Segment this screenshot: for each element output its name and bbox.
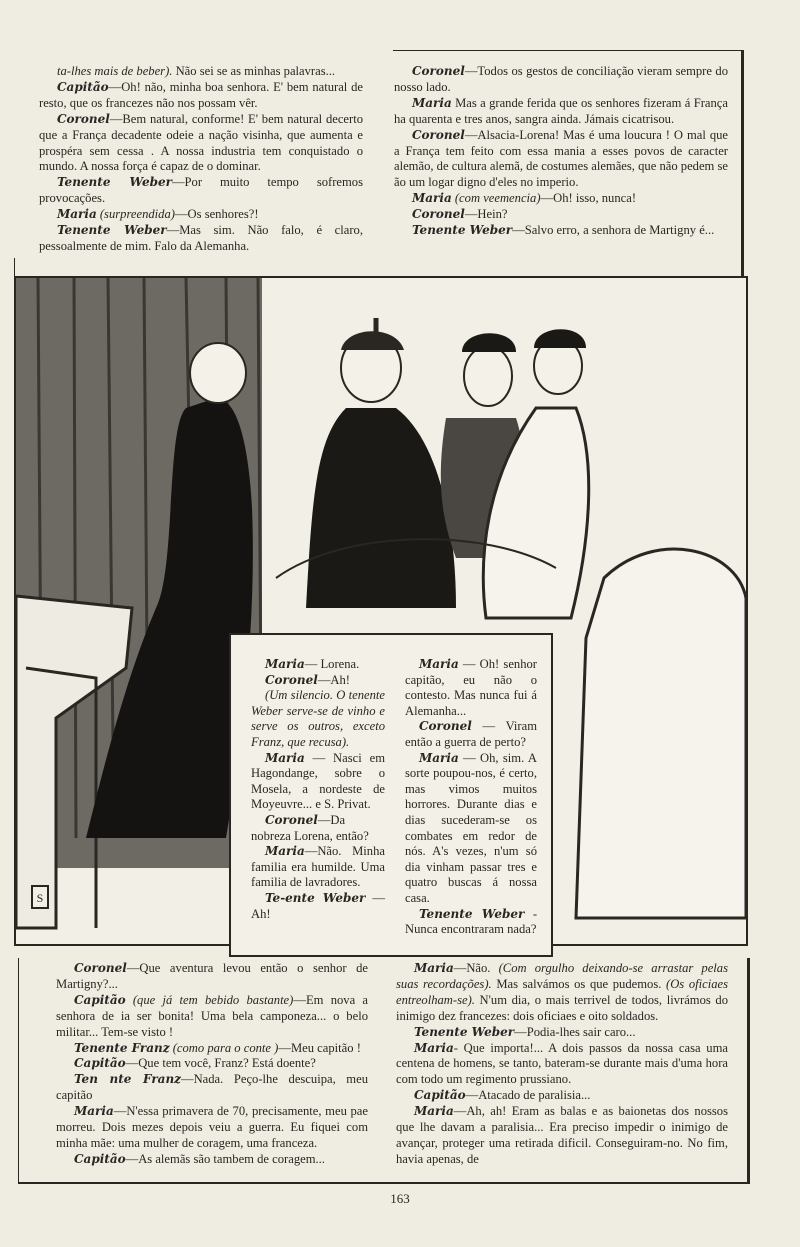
page-number: 163: [390, 1191, 410, 1206]
paragraph: [39, 223, 363, 255]
speaker-name: Tenente Weber: [414, 1024, 515, 1039]
speaker-name: Maria: [412, 95, 452, 110]
text-column-top-right: [394, 64, 728, 239]
speaker-name: Maria: [414, 1040, 454, 1055]
speaker-name: Coronel: [265, 812, 318, 827]
text-column-bottom-right: [396, 961, 728, 1168]
dialogue-text: —Meu capitão !: [278, 1040, 361, 1055]
stage-direction: ta-lhes mais de beber).: [57, 64, 173, 78]
speaker-name: Tenente Weber: [412, 223, 513, 238]
dialogue-text: —Não.: [453, 961, 499, 975]
paragraph: [405, 657, 537, 719]
text-column-bottom-left: [56, 961, 368, 1168]
paragraph: [394, 223, 728, 239]
paragraph: [39, 80, 363, 112]
speaker-name: Coronel: [57, 111, 110, 126]
dialogue-text: N'um dia, o mais terrivel de todos, livrámos do inimigo dez francezes: dois oficiaes e oito soldados.: [396, 992, 728, 1023]
speaker-name: Maria: [265, 657, 305, 671]
dialogue-text: —Por muito tempo sofremos provocações.: [39, 175, 363, 206]
illustration-monogram: S: [36, 891, 44, 905]
paragraph: [56, 1072, 368, 1104]
speaker-name: Te-ente Weber: [265, 890, 366, 905]
dialogue-text: —Da nobreza Lorena, então?: [251, 812, 369, 843]
text-column-top-left: [39, 64, 363, 255]
dialogue-text: —Atacado de paralisia...: [465, 1088, 591, 1103]
speaker-name: Maria: [265, 750, 305, 765]
speaker-name: Capitão: [74, 1056, 126, 1071]
speaker-name: Maria: [419, 750, 459, 765]
dialogue-text: —N'essa primavera de 70, precisamente, meu pae morreu. Dois mezes depois veiu a guerra. Eu fiquei com minha mãe: uma mulher de coragem, uma franceza.: [56, 1104, 368, 1150]
speaker-name: Maria: [414, 1104, 454, 1119]
speaker-name: Capitão: [74, 1151, 126, 1166]
text-column-inset-left: [251, 657, 385, 922]
paragraph: [56, 1104, 368, 1152]
dialogue-text: —Oh! não, minha boa senhora. E' bem natural de resto, que os francezes não nos possam vêr.: [39, 79, 363, 110]
paragraph: [56, 1152, 368, 1168]
speaker-name: Coronel: [412, 207, 465, 222]
bottom-horizontal-rule: [18, 1182, 750, 1184]
text-column-inset-right: [405, 657, 537, 938]
stage-direction: (Os oficiaes entreolham-se).: [396, 976, 729, 1007]
dialogue-text: - Nunca encontraram nada?: [405, 906, 538, 937]
speaker-name: Tenente Weber: [57, 223, 167, 238]
paragraph: [251, 673, 385, 689]
stage-direction: (Com orgulho deixando-se arrastar pelas suas recordações).: [396, 961, 729, 991]
paragraph: [251, 751, 385, 813]
speaker-name: Maria: [265, 844, 305, 859]
paragraph: [251, 844, 385, 891]
inset-dialogue-box: [229, 633, 553, 957]
paragraph: [56, 1041, 368, 1057]
speaker-name: Coronel: [412, 127, 465, 142]
top-right-horizontal-rule: [393, 50, 743, 51]
speaker-name: Capitão: [57, 79, 109, 94]
paragraph: [394, 191, 728, 207]
paragraph: [405, 719, 537, 750]
dialogue-text: — Nasci em Hagondange, sobre o Mosela, a nordeste de Moyeuvre... e S. Privat.: [251, 750, 385, 812]
dialogue-text: —Nada. Peço-lhe descuipa, meu capitão: [56, 1072, 368, 1103]
paragraph: [251, 657, 385, 673]
top-right-vertical-rule: [741, 50, 744, 285]
speaker-name: Coronel: [412, 64, 465, 78]
dialogue-text: — Oh! senhor capitão, eu não o contesto. Mas nunca fui á Alemanha...: [405, 657, 537, 718]
paragraph: [396, 1104, 728, 1168]
paragraph: [39, 64, 363, 80]
paragraph: [405, 907, 537, 938]
dialogue-text: —Ah!: [317, 672, 350, 687]
stage-direction: (surpreendida): [96, 207, 175, 222]
speaker-name: Maria: [412, 191, 452, 206]
dialogue-text: —Em nova a senhora de ia ser bonita! Uma bela camponeza... o belo militar... Tem-se visto !: [56, 992, 369, 1039]
dialogue-text: —Oh! isso, nunca!: [540, 191, 637, 206]
dialogue-text: —Ah!: [251, 890, 385, 921]
dialogue-text: Mas a grande ferida que os senhores fizeram á França ha quarenta e tres anos, sangra ainda. Jámais cicatrisou.: [394, 95, 728, 126]
dialogue-text: —Podia-lhes sair caro...: [514, 1024, 636, 1039]
dialogue-text: —Que tem você, Franz? Está doente?: [125, 1056, 316, 1071]
paragraph: [396, 1088, 728, 1104]
dialogue-text: — Oh, sim. A sorte poupou-nos, é certo, mas vimos muitos horrores. Durante dias e dias sucederam-se os combates em redor de nós. A's vezes, n'um só dia vinham passar tres e quatro buscas á nossa casa.: [405, 750, 537, 905]
paragraph: [405, 751, 537, 907]
speaker-name: Tenente Weber: [419, 906, 525, 921]
speaker-name: Maria: [414, 961, 454, 975]
paragraph: [394, 64, 728, 96]
speaker-name: Tenente Weber: [57, 175, 172, 190]
speaker-name: Maria: [57, 207, 97, 222]
dialogue-text: —Que aventura levou então o senhor de Martigny?...: [56, 961, 368, 991]
dialogue-text: —Salvo erro, a senhora de Martigny é...: [512, 223, 715, 238]
paragraph: [56, 961, 368, 993]
speaker-name: Ten nte Franz: [74, 1072, 181, 1087]
dialogue-text: —Todos os gestos de conciliação vieram sempre do nosso lado.: [394, 64, 728, 94]
dialogue-text: —Mas sim. Não falo, é claro, pessoalmente de mim. Falo da Alemanha.: [39, 223, 363, 253]
dialogue-text: — Viram então a guerra de perto?: [405, 719, 537, 749]
paragraph: [251, 813, 385, 844]
paragraph: [251, 891, 385, 922]
dialogue-text: — Lorena.: [304, 657, 360, 671]
dialogue-text: - Que importa!... A dois passos da nossa casa uma centena de homens, se tanto, bateram-se durante mais d'uma hora com todo um regimento prussiano.: [396, 1040, 728, 1087]
paragraph: [396, 1041, 728, 1089]
bottom-left-vertical-rule: [18, 958, 19, 1183]
paragraph: [394, 207, 728, 223]
paragraph: [396, 1025, 728, 1041]
paragraph: [39, 207, 363, 223]
speaker-name: Coronel: [74, 961, 127, 975]
dialogue-text: Mas salvámos os que pudemos.: [491, 976, 667, 991]
speaker-name: Maria: [74, 1104, 114, 1119]
speaker-name: Coronel: [419, 719, 472, 734]
dialogue-text: Não sei se as minhas palavras...: [172, 64, 336, 78]
speaker-name: Tenente Franz: [74, 1040, 170, 1055]
paragraph: [39, 175, 363, 207]
dialogue-text: —Os senhores?!: [174, 207, 259, 222]
speaker-name: Coronel: [265, 672, 318, 687]
paragraph: [56, 1056, 368, 1072]
dialogue-text: —Alsacia-Lorena! Mas é uma loucura ! O mal que a França tem feito com essa mania a esses povos de caracter alemão, de cultura alemã, de costumes alemães, que não pedem se ão um logar digno d'eles no imperio.: [394, 127, 728, 190]
dialogue-text: —As alemãs são tambem de coragem...: [125, 1151, 325, 1166]
paragraph: [396, 961, 728, 1025]
paragraph: [394, 128, 728, 192]
stage-direction: (Um silencio. O tenente Weber serve-se de vinho e serve os outros, exceto Franz, que recusa).: [251, 688, 385, 749]
dialogue-text: —Bem natural, conforme! E' bem natural decerto que a França decadente odeie a nação visinha, que aumenta e prospéra sem cessa . A nossa industria tem conquistado o mundo. A nossa força é capaz de o dominar.: [39, 111, 363, 174]
paragraph: [56, 993, 368, 1041]
stage-direction: (com veemencia): [451, 191, 541, 206]
speaker-name: Capitão: [74, 992, 126, 1007]
speaker-name: Capitão: [414, 1088, 466, 1103]
paragraph: [394, 96, 728, 128]
stage-direction: (que já tem bebido bastante): [125, 992, 294, 1007]
stage-direction: (como para o conte ): [169, 1040, 279, 1055]
bottom-right-vertical-rule: [747, 958, 750, 1183]
dialogue-text: —Não. Minha familia era humilde. Uma familia de lavradores.: [251, 844, 385, 890]
speaker-name: Maria: [419, 657, 459, 671]
dialogue-text: —Ah, ah! Eram as balas e as baionetas dos nossos que lhe davam a paralisia... Era preciso impedir o inimigo de avançar, proteger uma retirada dificil. Conseguiram-no. No fim, havia apenas, de: [396, 1104, 728, 1166]
paragraph: [39, 112, 363, 176]
paragraph: [251, 688, 385, 750]
dialogue-text: —Hein?: [464, 207, 508, 222]
